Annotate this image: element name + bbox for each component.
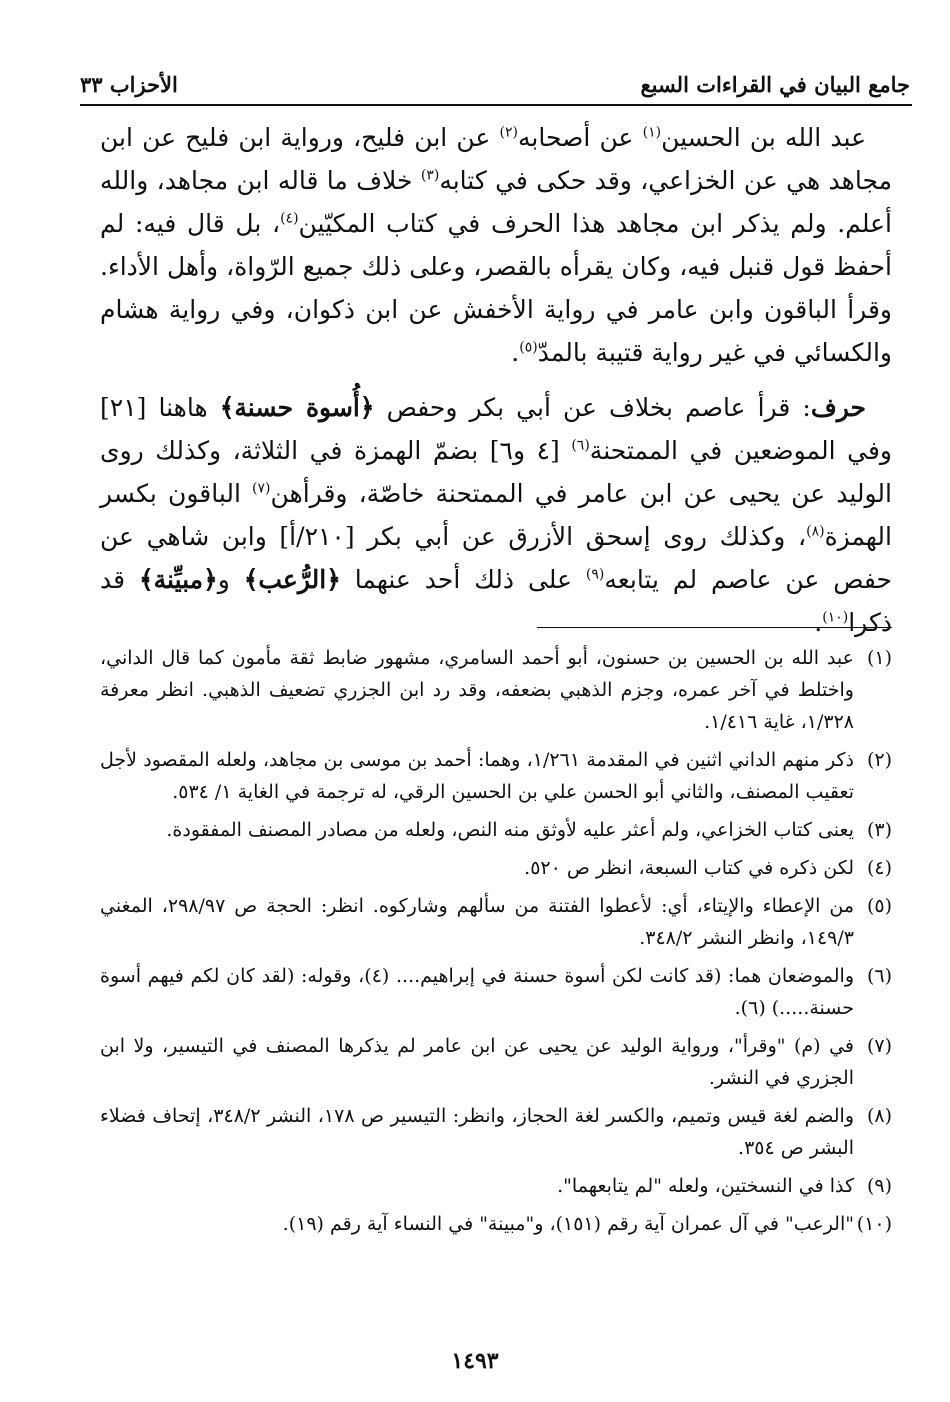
footnote-ref-10[interactable]: (١٠) (822, 609, 849, 626)
text-span: عبد الله بن الحسين (661, 123, 867, 152)
footnote-text: يعنى كتاب الخزاعي، ولم أعثر عليه لأوثق منه النص، ولعله من مصادر المصنف المفقودة. (166, 819, 854, 841)
footnote-text: من الإعطاء والإيتاء، أي: لأعطوا الفتنة من سألهم وشاركوه. انظر: الحجة ص ٢٩٨/٩٧، المغني ١٤٩/٣، وانظر النشر ٣٤٨/٢. (100, 895, 854, 949)
section-title: الأحزاب ٣٣ (80, 71, 178, 97)
footnote (100, 814, 892, 846)
footnote-number: (٧) (866, 1035, 892, 1057)
footnote-text: لكن ذكره في كتاب السبعة، انظر ص ٥٢٠. (524, 857, 854, 879)
text-span: عن أصحابه (518, 123, 643, 152)
footnote (100, 1030, 892, 1094)
footnote (100, 852, 892, 884)
footnote-ref-7[interactable]: (٧) (252, 480, 271, 497)
paragraph-1 (100, 116, 892, 374)
text-span: ، وكذلك روى إسحق الأزرق عن أبي بكر [٢١٠/أ] وابن شاهي عن حفص عن عاصم لم يتابعه (100, 522, 892, 594)
text-span: قد ذكرا (100, 565, 892, 637)
footnote-number: (١) (866, 647, 892, 669)
text-span: . (511, 338, 520, 367)
quran-word-2: ﴿الرُّعب﴾ (243, 565, 341, 594)
footnote-ref-1[interactable]: (١) (642, 124, 662, 141)
main-text (100, 116, 892, 644)
footnotes (100, 642, 892, 1246)
footnote-number: (٨) (866, 1105, 892, 1127)
text-span: [٤ و٦] بضمّ الهمزة في الثلاثة، وكذلك روى الوليد عن يحيى عن ابن عامر في الممتحنة خاصّة، وقرأهن (100, 436, 892, 508)
text-span: ، بل قال فيه: لم أحفظ قول قنبل فيه، وكان يقرأه بالقصر، وعلى ذلك جميع الرّواة، وأهل الأداء. وقرأ الباقون وابن عامر في رواية الأخفش عن ابن ذكوان، وفي رواية هشام والكسائي في غير رواية قتيبة بالمدّ (100, 209, 892, 367)
quran-word-1: ﴿أُسوة حسنة﴾ (219, 393, 375, 422)
footnote (100, 744, 892, 808)
footnote-number: (٤) (866, 857, 892, 879)
footnote-text: والموضعان هما: (قد كانت لكن أسوة حسنة في إبراهيم.... (٤)، وقوله: (لقد كان لكم فيهم أسوة حسنة.....) (٦). (100, 965, 855, 1019)
footnote (100, 960, 892, 1024)
text-span: عن ابن فليح، ورواية ابن فليح عن ابن مجاهد هي عن الخزاعي، وقد حكى في كتابه (100, 123, 892, 195)
footnote-text: "الرعب" في آل عمران آية رقم (١٥١)، و"مبينة" في النساء آية رقم (١٩). (282, 1213, 854, 1235)
footnote-text: عبد الله بن الحسين بن حسنون، أبو أحمد السامري، مشهور ضابط ثقة مأمون كما قال الداني، واختلط في آخر عمره، وجزم الذهبي بضعفه، وقد رد ابن الجزري تضعيف الذهبي. انظر معرفة ١/٣٢٨، غاية ١/٤١٦. (100, 647, 854, 733)
footnote-ref-4[interactable]: (٤) (280, 210, 299, 227)
text-span: و (217, 565, 244, 594)
footnote-text: والضم لغة قيس وتميم، والكسر لغة الحجاز، وانظر: التيسير ص ١٧٨، النشر ٣٤٨/٢، إتحاف فضلاء البشر ص ٣٥٤. (100, 1105, 855, 1159)
footnote-number: (٣) (866, 819, 892, 841)
footnote (100, 1170, 892, 1202)
paragraph-2 (100, 386, 892, 644)
text-span: هاهنا [٢١] وفي الموضعين في الممتحنة (100, 393, 892, 465)
footnote-text: كذا في النسختين، ولعله "لم يتابعهما". (557, 1175, 854, 1197)
footnote-text: في (م) "وقرأ"، ورواية الوليد عن يحيى عن ابن عامر لم يذكرها المصنف في التيسير، ولا ابن الجزري في النشر. (100, 1035, 854, 1089)
footnote-ref-2[interactable]: (٢) (499, 124, 519, 141)
text-span: . (814, 608, 823, 637)
footnote-number: (٦) (866, 965, 892, 987)
quran-word-3: ﴿مبيِّنة﴾ (139, 565, 218, 594)
footnote (100, 890, 892, 954)
text-span: الباقون بكسر الهمزة (100, 479, 892, 551)
text-span: : قرأ عاصم بخلاف عن أبي بكر وحفص (374, 393, 811, 422)
header-rule (80, 104, 912, 106)
footnote-ref-5[interactable]: (٥) (519, 339, 538, 356)
footnote-ref-6[interactable]: (٦) (571, 437, 590, 454)
footnote (100, 642, 892, 738)
footnote-text: ذكر منهم الداني اثنين في المقدمة ١/٢٦١، وهما: أحمد بن موسى بن مجاهد، ولعله المقصود لأجل تعقيب المصنف، والثاني أبو الحسن علي بن الحسين الرقي، له ترجمة في الغاية ١/ ٥٣٤. (100, 749, 854, 803)
footnote-ref-8[interactable]: (٨) (806, 523, 825, 540)
running-header (80, 66, 910, 102)
footnote-number: (١٠) (856, 1213, 892, 1235)
text-span: على ذلك أحد عنهما (340, 565, 586, 594)
text-span: خلاف ما قاله ابن مجاهد، والله أعلم. ولم يذكر ابن مجاهد هذا الحرف في كتاب المكيّين (100, 166, 892, 238)
footnote-number: (٢) (866, 749, 892, 771)
footnote-number: (٩) (866, 1175, 892, 1197)
book-title: جامع البيان في القراءات السبع (640, 71, 910, 97)
footnote-ref-9[interactable]: (٩) (585, 566, 605, 583)
footnote-number: (٥) (866, 895, 892, 917)
footnote (100, 1100, 892, 1164)
harf-label: حرف (810, 393, 866, 422)
footnote-ref-3[interactable]: (٣) (420, 167, 440, 184)
page-number: ١٤٩٣ (451, 1348, 499, 1374)
footnote-separator (537, 627, 892, 628)
footnote (100, 1208, 892, 1240)
